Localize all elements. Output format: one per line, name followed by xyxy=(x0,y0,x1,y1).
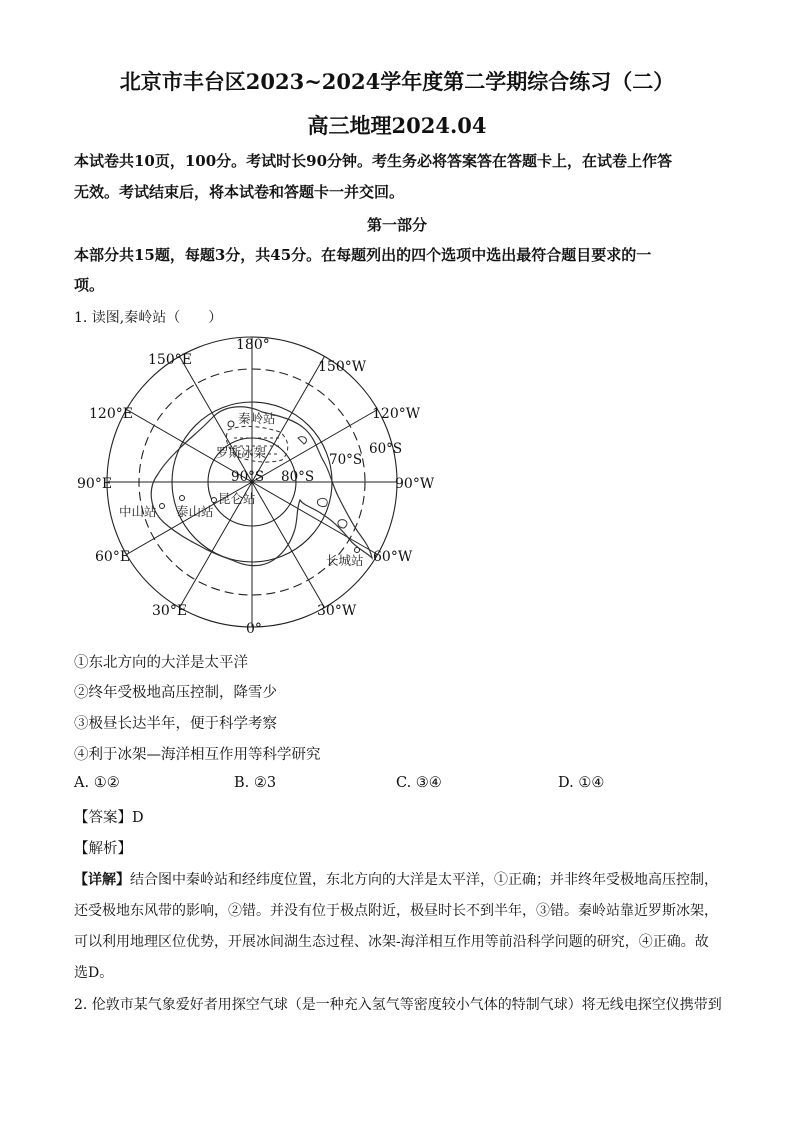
lon-label-180: 180° xyxy=(236,337,270,353)
statement-4: ④利于冰架—海洋相互作用等科学研究 xyxy=(74,747,321,763)
choice-c: C. ③④ xyxy=(396,775,442,791)
detail-line-1 xyxy=(74,869,718,889)
choice-b: B. ②3 xyxy=(234,775,277,791)
lon-label-120e: 120°E xyxy=(89,406,133,422)
taishan-station-label: 泰山站 xyxy=(176,504,214,519)
answer-value: D xyxy=(132,810,144,826)
lat-label-80s: 80°S xyxy=(281,469,315,485)
section-title: 第一部分 xyxy=(366,216,427,234)
lon-label-120w: 120°W xyxy=(372,406,421,422)
section-desc-line-2: 项。 xyxy=(74,276,105,294)
page-title: 北京市丰台区2023~2024学年度第二学期综合练习（二） xyxy=(119,69,675,94)
taishan-station-marker xyxy=(180,496,185,501)
statement-1: ①东北方向的大洋是太平洋 xyxy=(74,655,248,671)
changcheng-station-label: 长城站 xyxy=(326,553,364,568)
section-desc-line-1: 本部分共15题，每题3分，共45分。在每题列出的四个选项中选出最符合题目要求的一 xyxy=(74,246,652,264)
kunlun-station-marker xyxy=(212,498,217,503)
lon-label-150e: 150°E xyxy=(148,352,192,368)
qinling-station-label: 秦岭站 xyxy=(238,411,276,426)
zhongshan-station-marker xyxy=(160,504,165,509)
lon-label-30e: 30°E xyxy=(152,603,188,619)
ross-ice-shelf-label: 罗斯冰架 xyxy=(216,445,267,460)
statement-2: ②终年受极地高压控制，降雪少 xyxy=(74,685,277,701)
qinling-station-marker xyxy=(228,421,234,427)
choice-d: D. ①④ xyxy=(558,775,605,791)
instructions-line-2: 无效。考试结束后，将本试卷和答题卡一并交回。 xyxy=(74,183,405,201)
answer-row xyxy=(74,806,144,827)
lon-label-90w: 90°W xyxy=(395,476,434,492)
lat-label-70s: 70°S xyxy=(329,452,363,468)
statement-3: ③极昼长达半年，便于科学考察 xyxy=(74,716,277,732)
detail-line-2: 还受极地东风带的影响，②错。并没有位于极点附近，极昼时长不到半年，③错。秦岭站靠近罗斯冰架， xyxy=(74,903,718,919)
analysis-label: 【解析】 xyxy=(74,841,132,857)
answer-label: 【答案】 xyxy=(74,810,132,826)
antarctica-outline xyxy=(151,407,372,566)
zhongshan-station-label: 中山站 xyxy=(119,504,157,519)
detail-label: 【详解】 xyxy=(74,872,130,888)
choice-a: A. ①② xyxy=(74,775,120,791)
kunlun-station-label: 昆仑站 xyxy=(218,491,256,506)
page-subtitle: 高三地理2024.04 xyxy=(307,113,487,138)
lon-label-30w: 30°W xyxy=(317,603,357,619)
lon-label-0: 0° xyxy=(246,621,262,637)
lon-label-90e: 90°E xyxy=(77,476,113,492)
changcheng-station-marker xyxy=(355,548,360,553)
lon-label-60e: 60°E xyxy=(95,549,131,565)
lat-label-60s: 60°S xyxy=(369,441,403,457)
detail-text-1: 结合图中秦岭站和经纬度位置，东北方向的大洋是太平洋，①正确；并非终年受极地高压控制， xyxy=(130,872,718,888)
lon-label-60w: 60°W xyxy=(373,549,413,565)
lat-label-90s: 90°S xyxy=(231,469,265,485)
antarctic-map xyxy=(74,328,434,643)
detail-line-3: 可以利用地理区位优势，开展冰间湖生态过程、冰架-海洋相互作用等前沿科学问题的研究，④正确。故 xyxy=(74,934,709,950)
lon-label-150w: 150°W xyxy=(318,359,367,375)
question-1-stem: 1. 读图,秦岭站（ ） xyxy=(74,310,223,326)
detail-line-4: 选D。 xyxy=(74,965,114,981)
instructions-line-1: 本试卷共10页，100分。考试时长90分钟。考生务必将答案答在答题卡上，在试卷上作答 xyxy=(74,152,673,170)
question-2-stem: 2. 伦敦市某气象爱好者用探空气球（是一种充入氢气等密度较小气体的特制气球）将无线电探空仪携带到 xyxy=(74,997,722,1013)
